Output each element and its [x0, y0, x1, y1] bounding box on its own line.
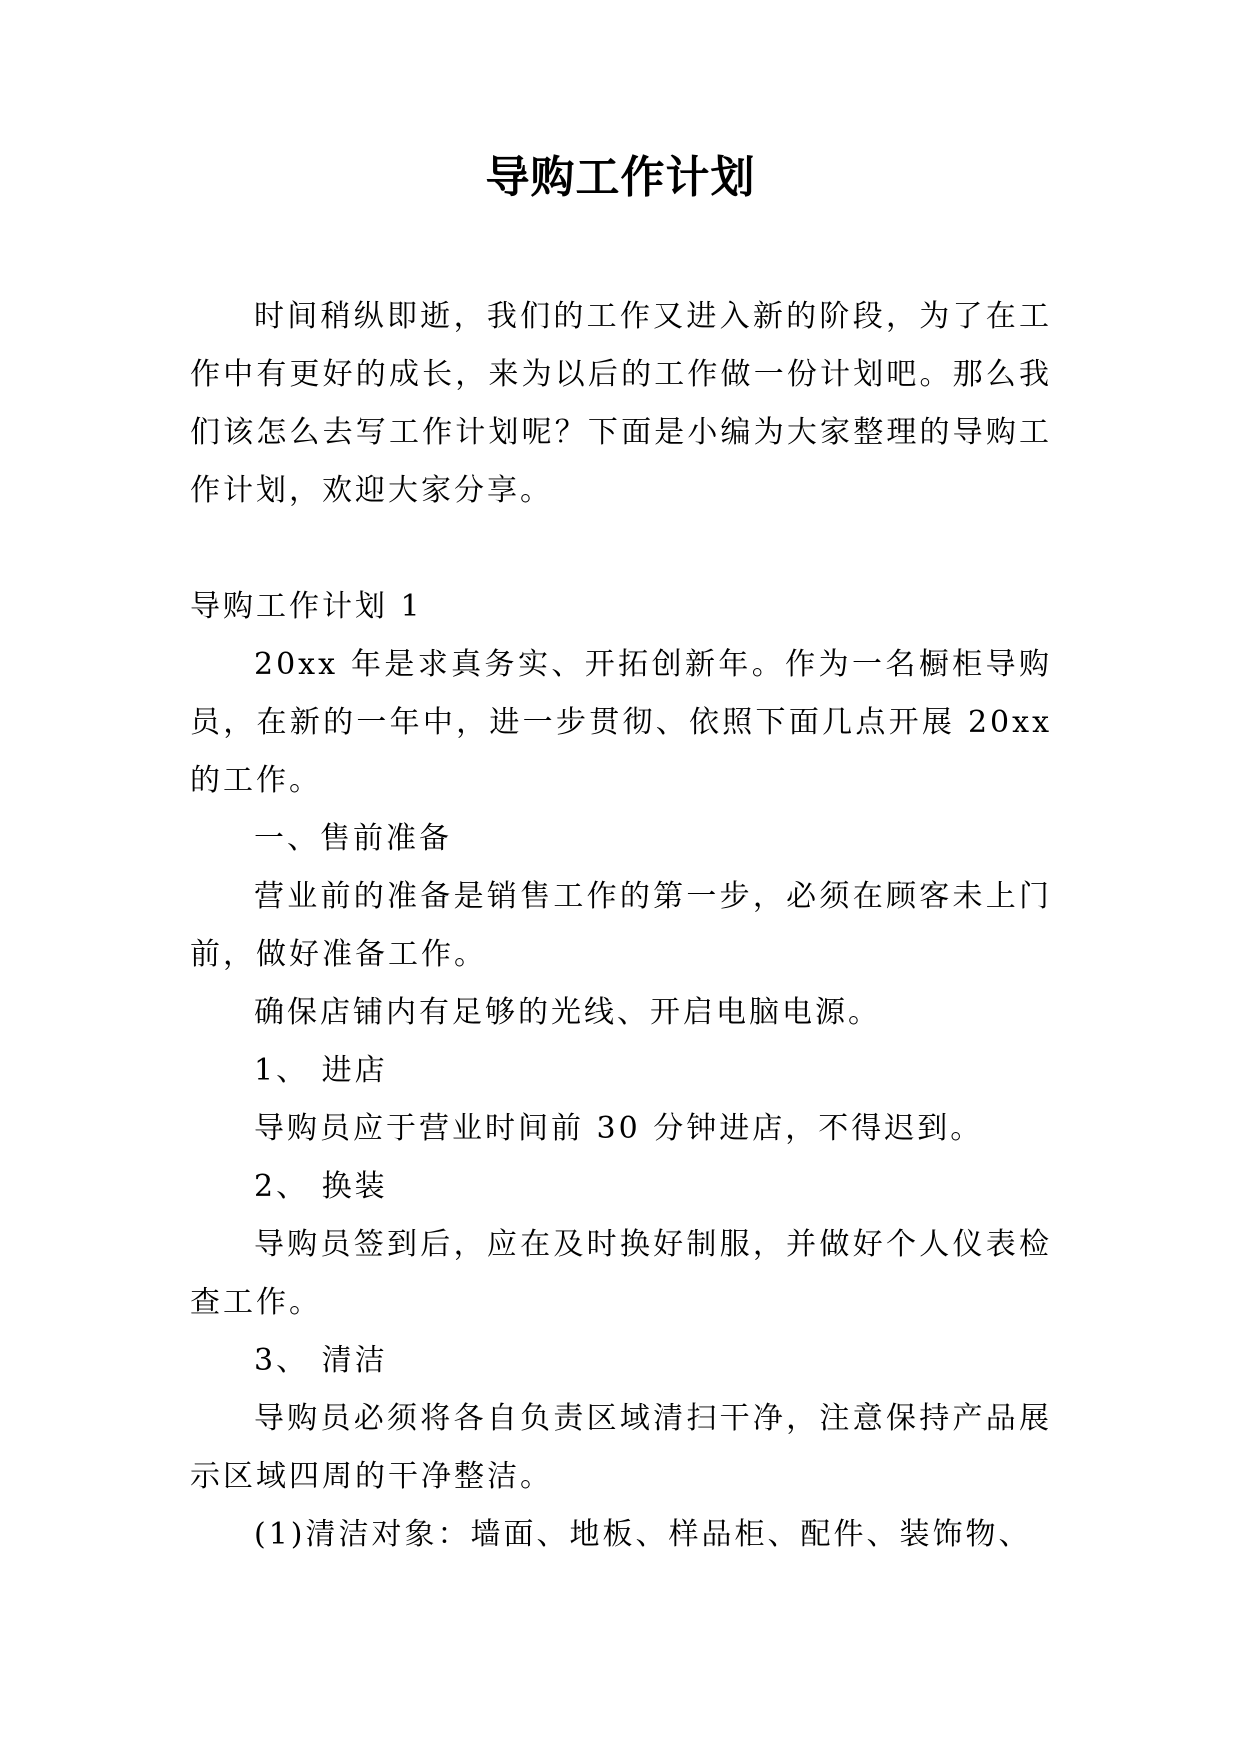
list-item-heading: 1、 进店 [254, 1053, 388, 1088]
document-body [190, 288, 1052, 1564]
body-paragraph: (1)清洁对象：墙面、地板、样品柜、配件、装饰物、 [254, 1517, 1032, 1552]
section-heading: 导购工作计划 1 [190, 589, 423, 624]
list-item-heading: 2、 换装 [254, 1169, 388, 1204]
body-paragraph: 20xx 年是求真务实、开拓创新年。作为一名橱柜导购员，在新的一年中，进一步贯彻、依照下面几点开展 20xx 的工作。 [190, 647, 1052, 798]
list-item-heading: 3、 清洁 [254, 1343, 388, 1378]
subsection-heading: 一、售前准备 [254, 821, 452, 856]
body-paragraph: 导购员签到后，应在及时换好制服，并做好个人仪表检查工作。 [190, 1227, 1052, 1320]
intro-paragraph: 时间稍纵即逝，我们的工作又进入新的阶段，为了在工作中有更好的成长，来为以后的工作做一份计划吧。那么我们该怎么去写工作计划呢？下面是小编为大家整理的导购工作计划，欢迎大家分享。 [190, 299, 1052, 508]
body-paragraph: 导购员必须将各自负责区域清扫干净，注意保持产品展示区域四周的干净整洁。 [190, 1401, 1052, 1494]
body-paragraph: 确保店铺内有足够的光线、开启电脑电源。 [254, 995, 881, 1030]
document-title: 导购工作计划 [485, 152, 756, 203]
body-paragraph: 导购员应于营业时间前 30 分钟进店，不得迟到。 [254, 1111, 984, 1146]
body-paragraph: 营业前的准备是销售工作的第一步，必须在顾客未上门前，做好准备工作。 [190, 879, 1052, 972]
